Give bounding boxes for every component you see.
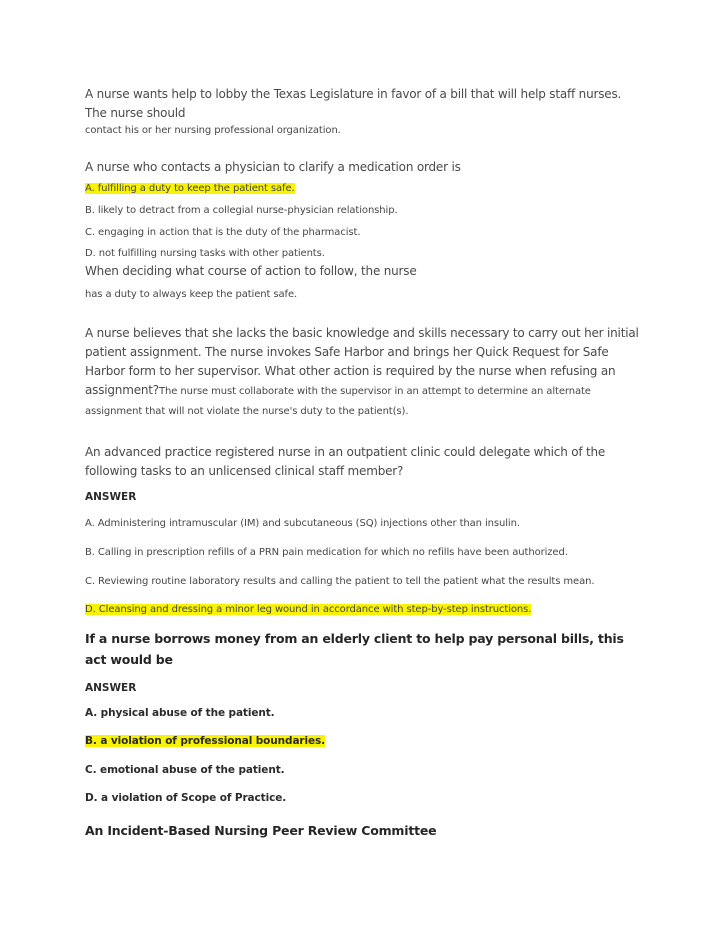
question-2-followup-answer: has a duty to always keep the patient safe. (85, 289, 298, 300)
question-5-option-d: D. a violation of Scope of Practice. (85, 792, 287, 804)
question-2-followup-prompt: When deciding what course of action to follow, the nurse (85, 264, 417, 278)
question-1-answer: contact his or her nursing professional organization. (85, 125, 341, 136)
question-3-inline-answer: The nurse must collaborate with the supervisor in an attempt to determine an alternate assignment that will not violate the nurse's duty to the patient(s). (85, 386, 591, 417)
section-heading: An Incident-Based Nursing Peer Review Committee (85, 823, 437, 838)
question-2-option-b: B. likely to detract from a collegial nurse-physician relationship. (85, 205, 398, 216)
question-2-option-a (85, 181, 640, 196)
question-1-prompt: A nurse wants help to lobby the Texas Legislature in favor of a bill that will help staff nurses. The nurse should (85, 87, 622, 120)
question-4-prompt: An advanced practice registered nurse in an outpatient clinic could delegate which of the following tasks to an unlicensed clinical staff member? (85, 445, 606, 478)
question-5-answer-label: ANSWER (85, 682, 137, 694)
question-3-prompt: A nurse believes that she lacks the basic knowledge and skills necessary to carry out her initial patient assignment. The nurse invokes Safe Harbor and brings her Quick Request for Safe Harbor form to her supervisor. What other action is required by the nurse when refusing an assignment? (85, 326, 639, 397)
highlighted-answer: B. a violation of professional boundaries. (85, 735, 326, 747)
highlighted-answer: D. Cleansing and dressing a minor leg wound in accordance with step-by-step instructions. (85, 604, 532, 615)
question-4-answer-label: ANSWER (85, 491, 137, 503)
question-2-option-d: D. not fulfilling nursing tasks with other patients. (85, 248, 325, 259)
question-2-option-c: C. engaging in action that is the duty of the pharmacist. (85, 227, 361, 238)
question-5-option-b (85, 734, 640, 749)
question-5-prompt: If a nurse borrows money from an elderly client to help pay personal bills, this act would be (85, 631, 624, 667)
question-3-paragraph (85, 324, 640, 421)
question-4-option-a: A. Administering intramuscular (IM) and subcutaneous (SQ) injections other than insulin. (85, 518, 520, 529)
question-4-option-d (85, 602, 640, 617)
question-4-option-c: C. Reviewing routine laboratory results and calling the patient to tell the patient what the results mean. (85, 576, 595, 587)
question-5-option-a: A. physical abuse of the patient. (85, 707, 275, 719)
highlighted-answer: A. fulfilling a duty to keep the patient safe. (85, 183, 295, 194)
question-4-option-b: B. Calling in prescription refills of a PRN pain medication for which no refills have been authorized. (85, 547, 568, 558)
question-2-prompt: A nurse who contacts a physician to clarify a medication order is (85, 160, 461, 174)
question-5-option-c: C. emotional abuse of the patient. (85, 764, 285, 776)
